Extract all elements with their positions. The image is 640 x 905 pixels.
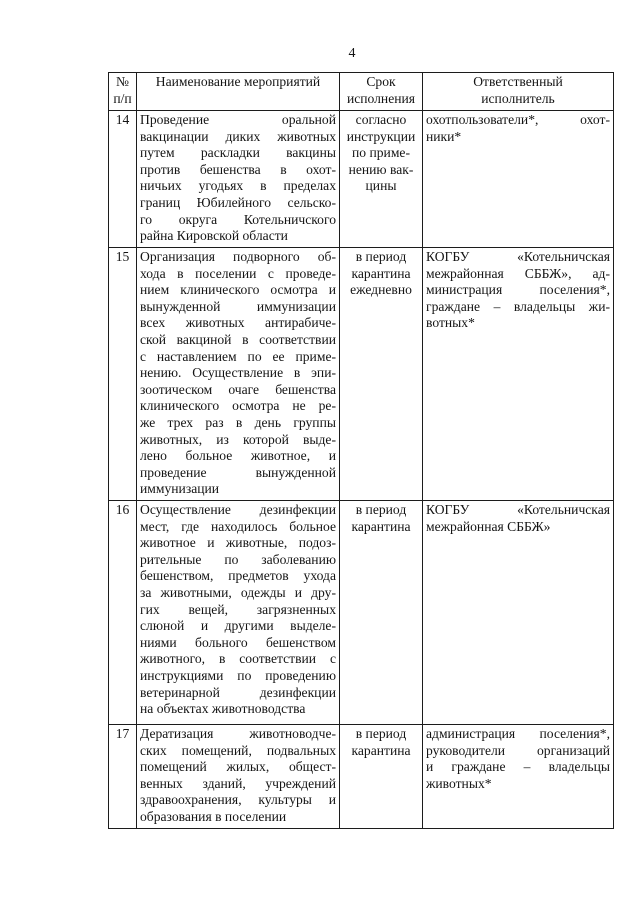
text-line: райна Кировской области xyxy=(140,228,288,244)
deadline-cell xyxy=(340,248,423,501)
text-line: по приме- xyxy=(352,145,410,161)
text-line: хода в поселении с проведе- xyxy=(140,265,336,281)
header-line: исполнения xyxy=(346,90,416,106)
text-line: руководители организаций xyxy=(426,742,610,758)
text-line: межрайонная СББЖ» xyxy=(426,518,551,534)
header-row xyxy=(109,73,614,111)
row-number-cell xyxy=(109,501,137,725)
activity-name-cell xyxy=(137,725,340,829)
text-line: нению. Осуществление в эпи- xyxy=(140,365,336,381)
header-line: Ответственный xyxy=(473,74,563,89)
deadline-cell xyxy=(340,725,423,829)
row-number: 16 xyxy=(115,502,130,517)
text-line: всех животных антирабиче- xyxy=(140,315,336,331)
row-number-cell xyxy=(109,725,137,829)
text-line: ской вакциной в соответствии xyxy=(140,331,336,347)
text-line: образования в поселении xyxy=(140,808,287,824)
text-line: животное и животные, подоз- xyxy=(140,535,336,551)
activity-name-cell xyxy=(137,248,340,501)
responsible-cell xyxy=(423,725,614,829)
text-line: нению вак- xyxy=(348,161,414,177)
text-line: в период xyxy=(355,249,407,264)
text-line: за животными, одежды и дру- xyxy=(140,584,336,600)
text-line: и граждане – владельцы xyxy=(426,759,610,775)
table-row xyxy=(109,111,614,248)
table-row xyxy=(109,501,614,725)
text-line: вынужденной иммунизации xyxy=(140,298,336,314)
row-number-cell xyxy=(109,111,137,248)
text-line: ники* xyxy=(426,128,462,144)
text-line: животных, из которой выде- xyxy=(140,431,336,447)
text-line: Проведение оральной xyxy=(140,112,336,127)
text-line: вотных* xyxy=(426,315,475,331)
responsible-cell xyxy=(423,111,614,248)
text-line: карантина xyxy=(351,265,411,281)
text-line: венных зданий, учреждений xyxy=(140,775,336,791)
text-line: цины xyxy=(365,178,397,194)
text-line: министрация поселения*, xyxy=(426,282,610,298)
text-line: зоотическом очаге бешенства xyxy=(140,381,336,397)
text-line: бешенством, предметов ухода xyxy=(140,568,336,584)
text-line: с наставлением по ее приме- xyxy=(140,348,336,364)
text-line: согласно xyxy=(355,112,407,127)
header-line: исполнитель xyxy=(481,90,555,106)
header-responsible xyxy=(423,73,614,111)
text-line: охотпользователи*, охот- xyxy=(426,112,610,127)
text-line: межрайонная СББЖ», ад- xyxy=(426,265,610,281)
deadline-cell xyxy=(340,111,423,248)
table-row xyxy=(109,725,614,829)
text-line: ветеринарной дезинфекции xyxy=(140,684,336,700)
text-line: администрация поселения*, xyxy=(426,726,610,741)
measures-table xyxy=(108,72,614,829)
text-line: ничьих угодьях в пределах xyxy=(140,178,336,194)
text-line: в период xyxy=(355,502,407,517)
text-line: животных* xyxy=(426,775,492,791)
text-line: клинического осмотра не ре- xyxy=(140,398,336,414)
text-line: проведение вынужденной xyxy=(140,464,336,480)
row-number-cell xyxy=(109,248,137,501)
text-line: нием клинического осмотра и xyxy=(140,282,336,298)
text-line: против бешенства в охот- xyxy=(140,161,336,177)
table-row xyxy=(109,248,614,501)
text-line: же трех раз в день группы xyxy=(140,414,336,430)
text-line: иммунизации xyxy=(140,481,220,497)
page-number: 4 xyxy=(348,46,356,61)
text-line: карантина xyxy=(351,742,411,758)
responsible-cell xyxy=(423,248,614,501)
text-line: граждане – владельцы жи- xyxy=(426,298,610,314)
header-line: п/п xyxy=(113,90,132,106)
text-line: КОГБУ «Котельничская xyxy=(426,502,610,517)
text-line: здравоохранения, культуры и xyxy=(140,792,336,808)
text-line: вакцинации диких животных xyxy=(140,128,336,144)
text-line: животного, в соответствии с xyxy=(140,651,336,667)
header-activity-name xyxy=(137,73,340,111)
text-line: Осуществление дезинфекции xyxy=(140,502,336,517)
text-line: лено больное животное, и xyxy=(140,448,336,464)
text-line: ских помещений, подвальных xyxy=(140,742,336,758)
activity-name-cell xyxy=(137,501,340,725)
header-line: Наименование мероприятий xyxy=(155,74,321,89)
text-line: инструкции xyxy=(346,128,416,144)
text-line: путем раскладки вакцины xyxy=(140,145,336,161)
text-line: карантина xyxy=(351,518,411,534)
table-body xyxy=(109,111,614,829)
row-number: 15 xyxy=(115,249,130,264)
text-line: рительные по заболеванию xyxy=(140,551,336,567)
text-line: границ Юбилейного сельско- xyxy=(140,194,336,210)
header-number xyxy=(109,73,137,111)
header-line: Срок xyxy=(366,74,396,89)
header-deadline xyxy=(340,73,423,111)
text-line: ниями больного бешенством xyxy=(140,634,336,650)
responsible-cell xyxy=(423,501,614,725)
text-line: помещений жилых, общест- xyxy=(140,759,336,775)
text-line: Дератизация животноводче- xyxy=(140,726,336,741)
text-line: гих вещей, загрязненных xyxy=(140,601,336,617)
text-line: ежедневно xyxy=(350,282,412,298)
row-number: 14 xyxy=(115,112,130,127)
deadline-cell xyxy=(340,501,423,725)
row-number: 17 xyxy=(115,726,130,741)
text-line: КОГБУ «Котельничская xyxy=(426,249,610,264)
text-line: го округа Котельничского xyxy=(140,211,336,227)
text-line: Организация подворного об- xyxy=(140,249,336,264)
text-line: слюной и другими выделе- xyxy=(140,618,336,634)
activity-name-cell xyxy=(137,111,340,248)
text-line: инструкциями по проведению xyxy=(140,667,336,683)
text-line: мест, где находилось больное xyxy=(140,518,336,534)
text-line: в период xyxy=(355,726,407,741)
text-line: на объектах животноводства xyxy=(140,701,306,717)
header-line: № xyxy=(116,74,129,89)
